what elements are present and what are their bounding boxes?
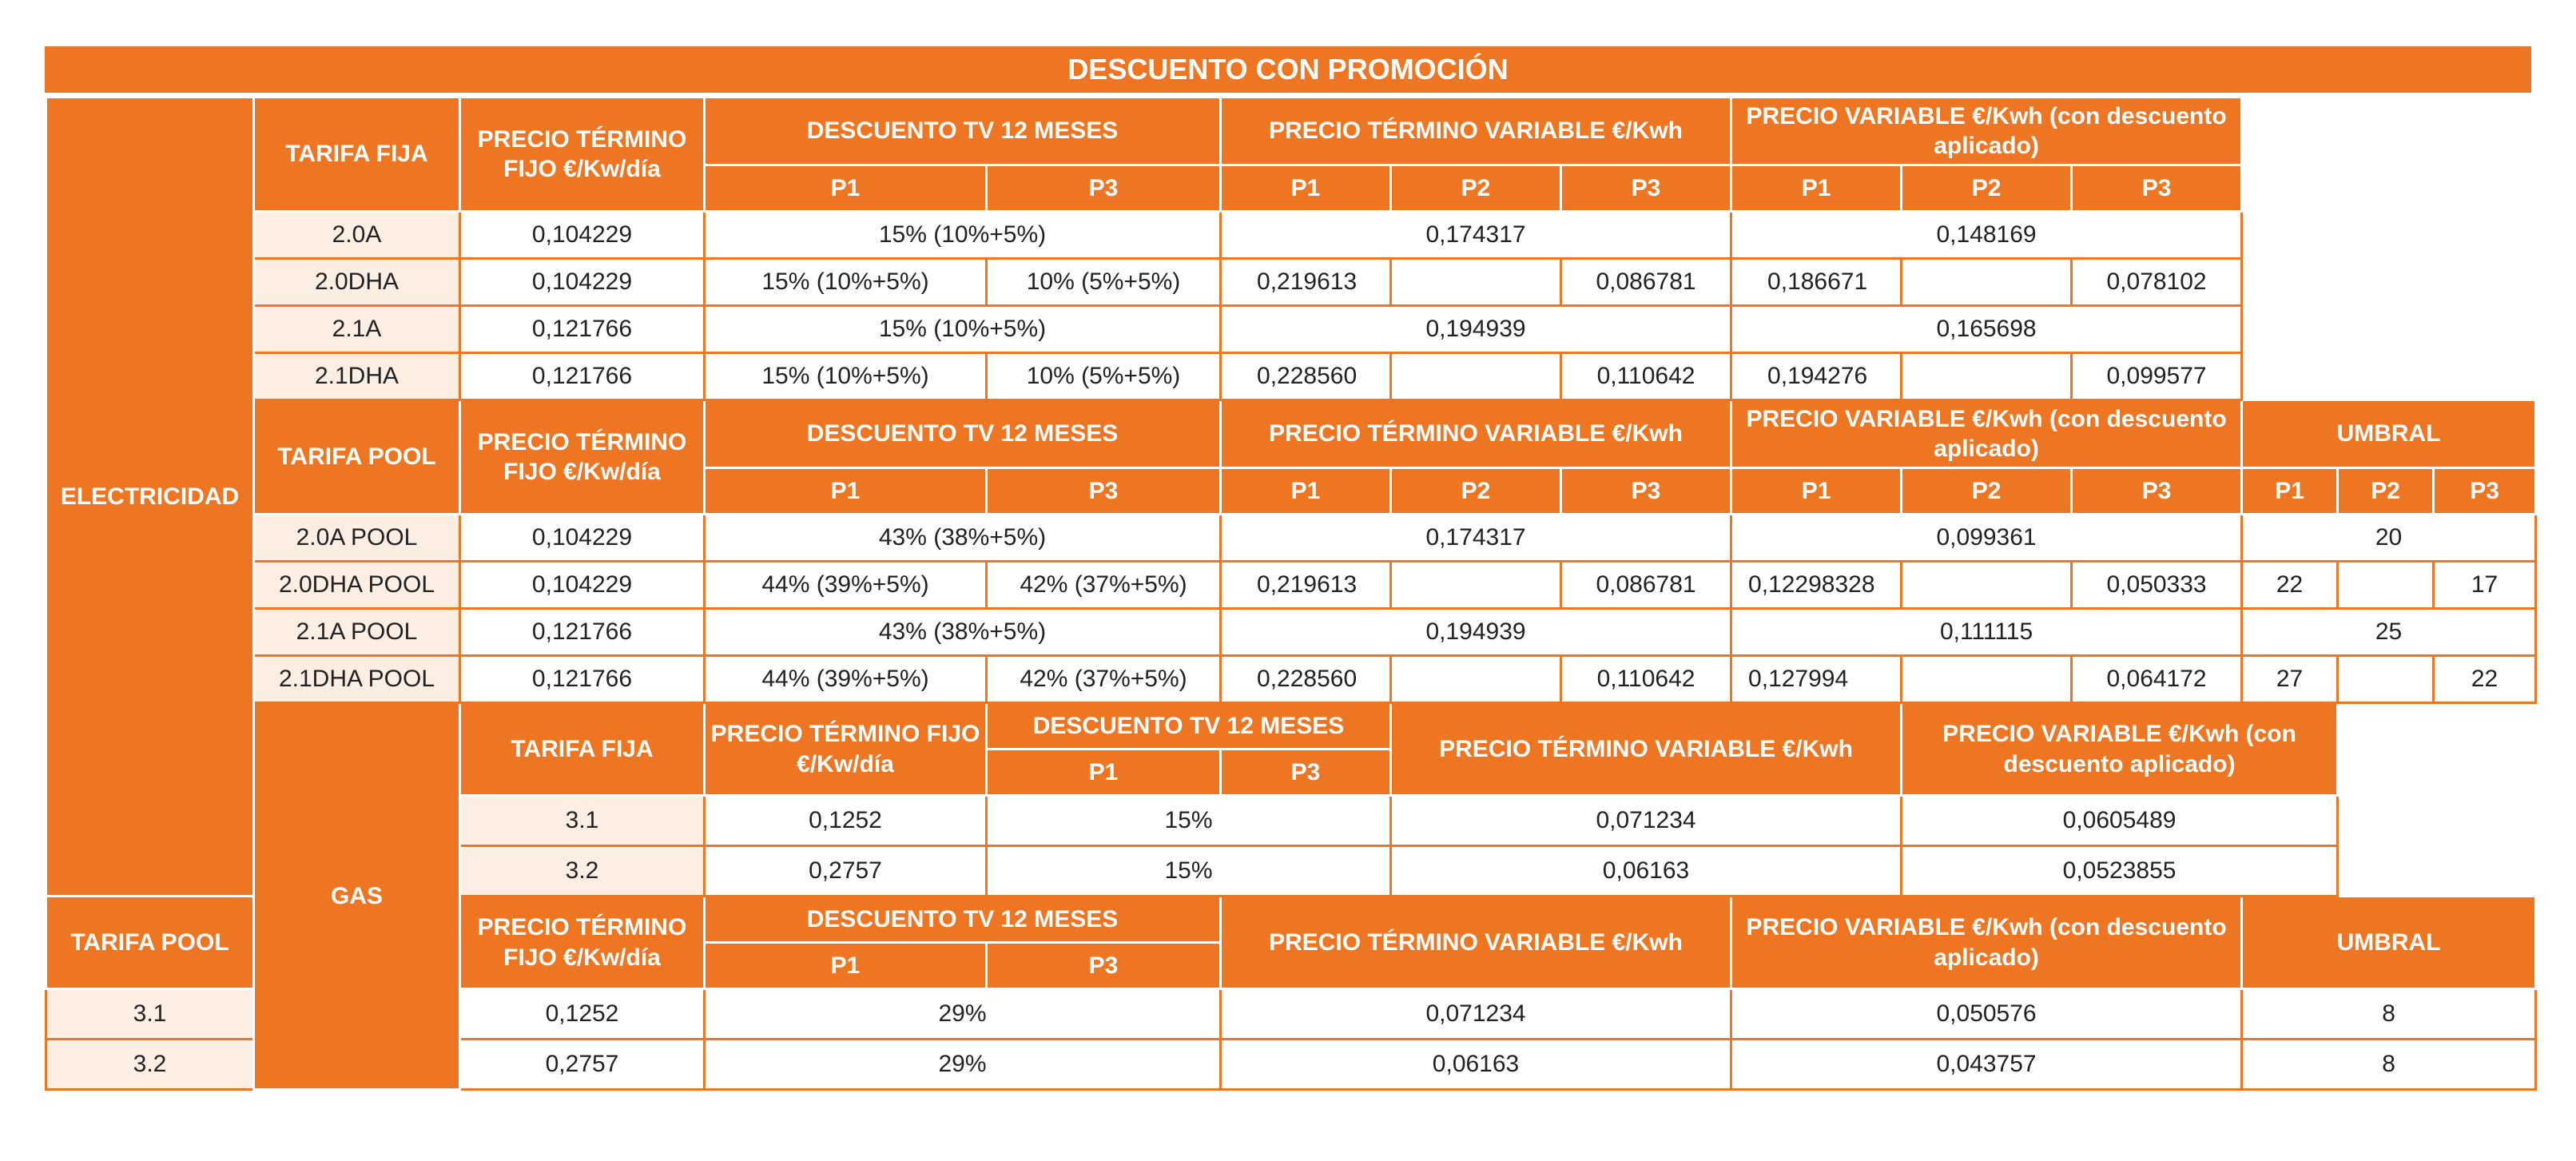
variable-p3-value: 0,110642: [1561, 353, 1731, 400]
umbral-p1-value: 27: [2242, 656, 2338, 703]
descuento-p3-value: 10% (5%+5%): [987, 259, 1221, 306]
header-p1: P1: [705, 943, 987, 989]
header-precio-variable-desc: PRECIO VARIABLE €/Kwh (con descuento aplicado): [1731, 897, 2242, 989]
variable-desc-p1-value: 0,186671: [1731, 259, 1902, 306]
descuento-p3-value: 10% (5%+5%): [987, 353, 1221, 400]
descuento-p3-value: 42% (37%+5%): [987, 656, 1221, 703]
umbral-p2-value: [2338, 656, 2434, 703]
variable-desc-p2-value: [1902, 353, 2072, 400]
precio-fijo-value: 0,1252: [460, 989, 705, 1040]
descuento-p3-value: 42% (37%+5%): [987, 562, 1221, 609]
header-precio-variable: PRECIO TÉRMINO VARIABLE €/Kwh: [1221, 97, 1731, 165]
empty-area: [2242, 97, 2536, 400]
section-gas: GAS: [254, 703, 460, 1090]
variable-desc-p1-value: 0,12298328: [1731, 562, 1902, 609]
variable-p3-value: 0,086781: [1561, 259, 1731, 306]
precio-fijo-value: 0,2757: [705, 846, 987, 897]
variable-p3-value: 0,110642: [1561, 656, 1731, 703]
variable-p2-value: [1391, 259, 1561, 306]
variable-desc-p3-value: 0,064172: [2072, 656, 2242, 703]
header-p2: P2: [1902, 165, 2072, 212]
table-row: [46, 562, 2536, 609]
variable-p3-value: 0,086781: [1561, 562, 1731, 609]
umbral-value: 25: [2242, 609, 2536, 656]
precio-fijo-value: 0,121766: [460, 306, 705, 353]
precio-variable-value: 0,174317: [1221, 212, 1731, 259]
precio-variable-desc-value: 0,043757: [1731, 1040, 2242, 1090]
descuento-p1-value: 44% (39%+5%): [705, 562, 987, 609]
precio-fijo-value: 0,121766: [460, 353, 705, 400]
header-p3: P3: [2072, 165, 2242, 212]
header-p1: P1: [987, 749, 1221, 796]
precio-variable-value: 0,071234: [1221, 989, 1731, 1040]
variable-desc-p3-value: 0,050333: [2072, 562, 2242, 609]
header-tarifa-pool: TARIFA POOL: [254, 400, 460, 515]
umbral-value: 8: [2242, 1040, 2536, 1090]
tarifa-name: 2.1DHA: [254, 353, 460, 400]
variable-p1-value: 0,219613: [1221, 562, 1391, 609]
variable-desc-p2-value: [1902, 259, 2072, 306]
header-p1: P1: [1221, 165, 1391, 212]
header-precio-variable-desc: PRECIO VARIABLE €/Kwh (con descuento aplicado): [1902, 703, 2338, 796]
header-p3: P3: [1561, 468, 1731, 515]
header-precio-variable-desc: PRECIO VARIABLE €/Kwh (con descuento aplicado): [1731, 400, 2242, 468]
header-p3: P3: [2434, 468, 2536, 515]
descuento-value: 43% (38%+5%): [705, 609, 1221, 656]
precio-variable-value: 0,071234: [1391, 796, 1902, 846]
header-p1: P1: [2242, 468, 2338, 515]
precio-variable-desc-value: 0,099361: [1731, 515, 2242, 562]
descuento-value: 43% (38%+5%): [705, 515, 1221, 562]
header-p2: P2: [2338, 468, 2434, 515]
header-p3: P3: [1221, 749, 1391, 796]
table-row: [46, 259, 2536, 306]
precio-variable-desc-value: 0,111115: [1731, 609, 2242, 656]
precio-fijo-value: 0,104229: [460, 259, 705, 306]
precio-fijo-value: 0,104229: [460, 515, 705, 562]
header-p1: P1: [1731, 165, 1902, 212]
variable-desc-p2-value: [1902, 562, 2072, 609]
variable-p1-value: 0,219613: [1221, 259, 1391, 306]
descuento-p1-value: 15% (10%+5%): [705, 259, 987, 306]
tarifa-name: 3.2: [46, 1040, 254, 1090]
header-p1: P1: [705, 165, 987, 212]
header-descuento-tv: DESCUENTO TV 12 MESES: [705, 97, 1221, 165]
precio-variable-value: 0,06163: [1391, 846, 1902, 897]
tariff-table: [45, 96, 2536, 1091]
descuento-value: 15% (10%+5%): [705, 212, 1221, 259]
table-row: [46, 212, 2536, 259]
precio-fijo-value: 0,1252: [705, 796, 987, 846]
header-precio-variable-desc: PRECIO VARIABLE €/Kwh (con descuento aplicado): [1731, 97, 2242, 165]
precio-variable-value: 0,194939: [1221, 306, 1731, 353]
variable-p2-value: [1391, 656, 1561, 703]
empty-area: [2338, 703, 2536, 897]
precio-fijo-value: 0,104229: [460, 562, 705, 609]
variable-desc-p2-value: [1902, 656, 2072, 703]
header-p3: P3: [987, 468, 1221, 515]
header-precio-fijo: PRECIO TÉRMINO FIJO €/Kw/día: [705, 703, 987, 796]
umbral-p3-value: 22: [2434, 656, 2536, 703]
descuento-value: 15%: [987, 796, 1391, 846]
descuento-value: 15%: [987, 846, 1391, 897]
precio-variable-value: 0,174317: [1221, 515, 1731, 562]
descuento-p1-value: 44% (39%+5%): [705, 656, 987, 703]
header-tarifa-fija: TARIFA FIJA: [254, 97, 460, 212]
umbral-p1-value: 22: [2242, 562, 2338, 609]
tarifa-name: 2.1A POOL: [254, 609, 460, 656]
precio-variable-desc-value: 0,0605489: [1902, 796, 2338, 846]
header-descuento-tv: DESCUENTO TV 12 MESES: [705, 400, 1221, 468]
precio-fijo-value: 0,104229: [460, 212, 705, 259]
header-precio-variable: PRECIO TÉRMINO VARIABLE €/Kwh: [1391, 703, 1902, 796]
header-tarifa-fija: TARIFA FIJA: [460, 703, 705, 796]
header-descuento-tv: DESCUENTO TV 12 MESES: [705, 897, 1221, 943]
section-electricidad: ELECTRICIDAD: [46, 97, 254, 897]
precio-fijo-value: 0,121766: [460, 609, 705, 656]
header-precio-fijo: PRECIO TÉRMINO FIJO €/Kw/día: [460, 897, 705, 989]
variable-desc-p3-value: 0,099577: [2072, 353, 2242, 400]
variable-p1-value: 0,228560: [1221, 353, 1391, 400]
umbral-p2-value: [2338, 562, 2434, 609]
precio-fijo-value: 0,2757: [460, 1040, 705, 1090]
precio-variable-desc-value: 0,050576: [1731, 989, 2242, 1040]
table-row: [46, 656, 2536, 703]
header-p1: P1: [705, 468, 987, 515]
table-row: [46, 306, 2536, 353]
header-p2: P2: [1391, 468, 1561, 515]
header-precio-fijo: PRECIO TÉRMINO FIJO €/Kw/día: [460, 400, 705, 515]
tarifa-name: 2.1A: [254, 306, 460, 353]
tarifa-name: 3.1: [460, 796, 705, 846]
tarifa-name: 2.0A POOL: [254, 515, 460, 562]
tarifa-name: 2.0DHA POOL: [254, 562, 460, 609]
tarifa-name: 2.0DHA: [254, 259, 460, 306]
precio-variable-value: 0,06163: [1221, 1040, 1731, 1090]
precio-variable-desc-value: 0,148169: [1731, 212, 2242, 259]
header-p2: P2: [1902, 468, 2072, 515]
variable-desc-p1-value: 0,127994: [1731, 656, 1902, 703]
tarifa-name: 3.2: [460, 846, 705, 897]
header-umbral: UMBRAL: [2242, 400, 2536, 468]
header-precio-fijo: PRECIO TÉRMINO FIJO €/Kw/día: [460, 97, 705, 212]
table-row: [46, 353, 2536, 400]
tarifa-name: 2.0A: [254, 212, 460, 259]
descuento-p1-value: 15% (10%+5%): [705, 353, 987, 400]
umbral-p3-value: 17: [2434, 562, 2536, 609]
variable-p2-value: [1391, 353, 1561, 400]
variable-p1-value: 0,228560: [1221, 656, 1391, 703]
tarifa-name: 3.1: [46, 989, 254, 1040]
header-umbral: UMBRAL: [2242, 897, 2536, 989]
variable-desc-p1-value: 0,194276: [1731, 353, 1902, 400]
header-p2: P2: [1391, 165, 1561, 212]
variable-desc-p3-value: 0,078102: [2072, 259, 2242, 306]
variable-p2-value: [1391, 562, 1561, 609]
header-p3: P3: [2072, 468, 2242, 515]
table-row: [46, 609, 2536, 656]
header-descuento-tv: DESCUENTO TV 12 MESES: [987, 703, 1391, 749]
precio-variable-desc-value: 0,0523855: [1902, 846, 2338, 897]
header-precio-variable: PRECIO TÉRMINO VARIABLE €/Kwh: [1221, 897, 1731, 989]
umbral-value: 20: [2242, 515, 2536, 562]
descuento-value: 15% (10%+5%): [705, 306, 1221, 353]
tarifa-name: 2.1DHA POOL: [254, 656, 460, 703]
header-p1: P1: [1221, 468, 1391, 515]
header-p3: P3: [1561, 165, 1731, 212]
header-tarifa-pool: TARIFA POOL: [46, 897, 254, 989]
page-title: DESCUENTO CON PROMOCIÓN: [45, 46, 2531, 96]
precio-fijo-value: 0,121766: [460, 656, 705, 703]
descuento-value: 29%: [705, 1040, 1221, 1090]
descuento-value: 29%: [705, 989, 1221, 1040]
header-p3: P3: [987, 165, 1221, 212]
table-row: [46, 515, 2536, 562]
header-p1: P1: [1731, 468, 1902, 515]
umbral-value: 8: [2242, 989, 2536, 1040]
header-precio-variable: PRECIO TÉRMINO VARIABLE €/Kwh: [1221, 400, 1731, 468]
precio-variable-desc-value: 0,165698: [1731, 306, 2242, 353]
precio-variable-value: 0,194939: [1221, 609, 1731, 656]
tariff-table-container: [45, 46, 2531, 1091]
header-p3: P3: [987, 943, 1221, 989]
